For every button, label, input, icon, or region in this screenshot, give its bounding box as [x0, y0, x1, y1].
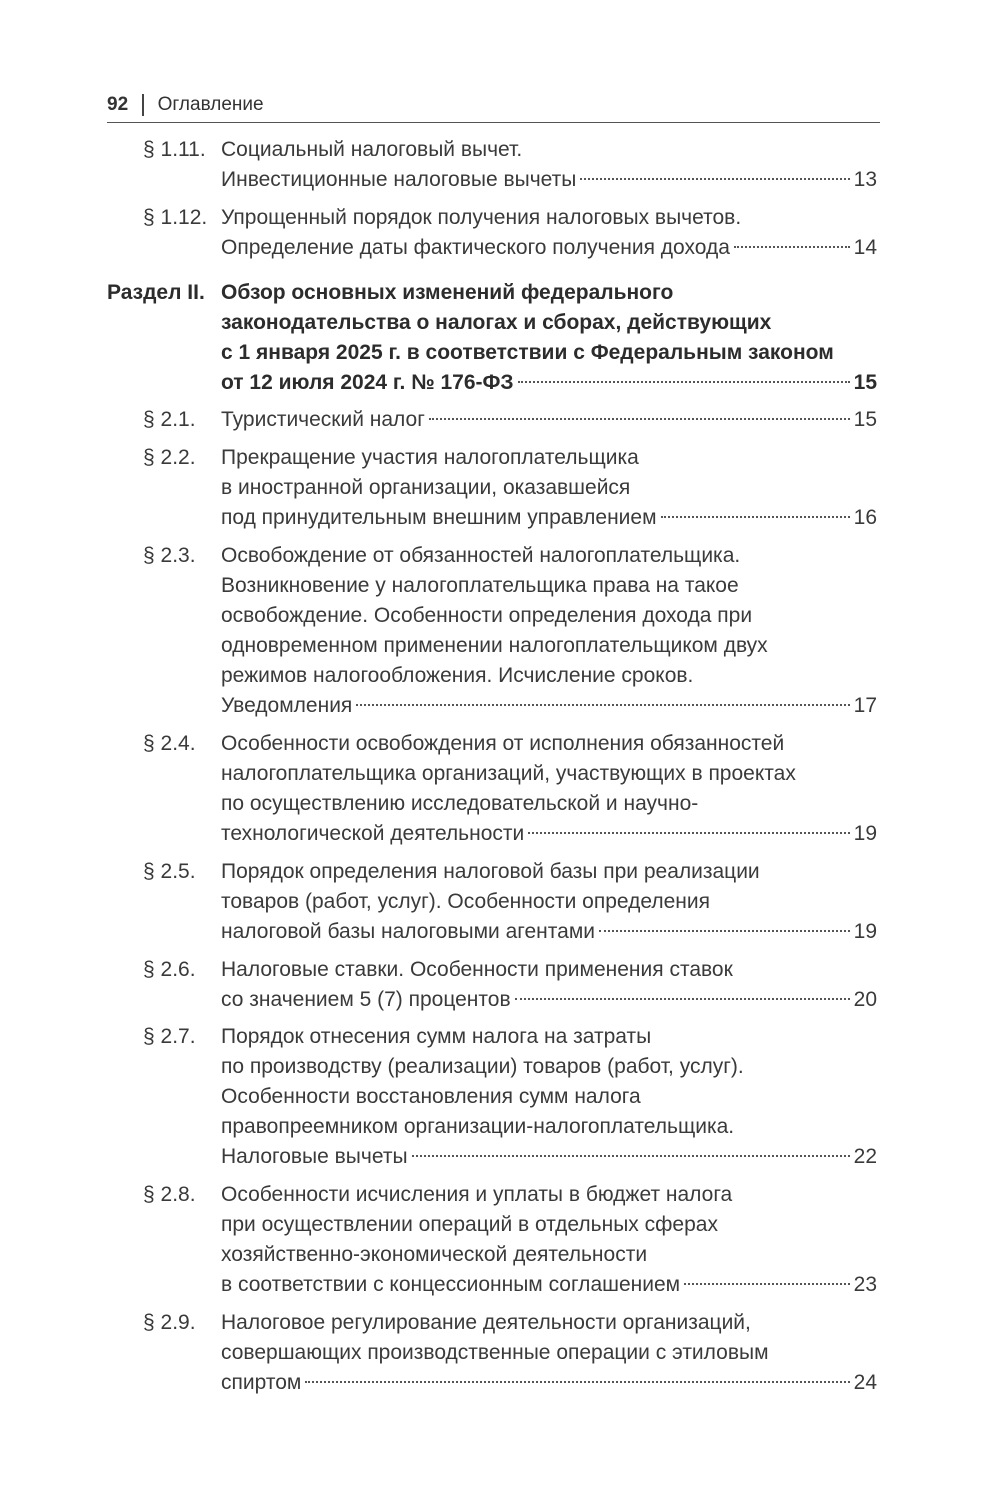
dot-leader — [356, 704, 849, 706]
toc-entry-line: Порядок определения налоговой базы при реализации — [221, 860, 760, 883]
toc-entry-line: от 12 июля 2024 г. № 176-ФЗ — [221, 371, 514, 394]
toc-entry-line: Освобождение от обязанностей налогоплательщика. — [221, 544, 741, 567]
toc-page-number: 22 — [853, 1145, 877, 1168]
toc-entry-body — [221, 203, 877, 263]
toc-entry-line: спиртом — [221, 1371, 302, 1394]
toc-entry-line: Особенности восстановления сумм налога — [221, 1085, 641, 1108]
header-title: Оглавление — [157, 94, 264, 115]
dot-leader — [518, 381, 850, 383]
toc-entry-body — [221, 443, 877, 533]
toc-entry-line: одновременном применении налогоплательщиком двух — [221, 634, 768, 657]
toc-entry-line: Налоговые ставки. Особенности применения ставок — [221, 958, 733, 981]
toc-entry-line: Инвестиционные налоговые вычеты — [221, 168, 577, 191]
toc-entry-body — [221, 857, 877, 947]
dot-leader — [734, 246, 850, 248]
dot-leader — [661, 516, 850, 518]
toc-entry-line: с 1 января 2025 г. в соответствии с Федеральным законом — [221, 341, 834, 364]
toc-entry-line: налогоплательщика организаций, участвующих в проектах — [221, 762, 796, 785]
toc-page-number: 19 — [853, 822, 877, 845]
toc-entry-last-line — [221, 1270, 877, 1300]
toc-entry-body — [221, 1308, 877, 1398]
toc-entry-line: товаров (работ, услуг). Особенности определения — [221, 890, 710, 913]
toc-entry-label: § 2.4. — [143, 732, 196, 755]
toc-entry-label: § 2.9. — [143, 1311, 196, 1334]
toc-entry-last-line — [221, 368, 877, 398]
toc-entry-label: § 2.5. — [143, 860, 196, 883]
toc-entry-last-line — [221, 233, 877, 263]
dot-leader — [305, 1381, 849, 1383]
toc-entry-line: Порядок отнесения сумм налога на затраты — [221, 1025, 652, 1048]
toc-entry-body — [221, 955, 877, 1015]
toc-page-number: 16 — [853, 506, 877, 529]
toc-entry-line: совершающих производственные операции с этиловым — [221, 1341, 769, 1364]
toc-entry-line: Туристический налог — [221, 408, 425, 431]
page-header — [107, 88, 880, 123]
toc-entry-line: налоговой базы налоговыми агентами — [221, 920, 595, 943]
toc-entry-body — [221, 1022, 877, 1172]
toc-entry-label: § 1.11. — [143, 138, 206, 161]
toc-entry-label: § 2.3. — [143, 544, 196, 567]
toc-page-number: 19 — [853, 920, 877, 943]
toc-entry-line: при осуществлении операций в отдельных сферах — [221, 1213, 718, 1236]
toc-entry-last-line — [221, 691, 877, 721]
toc-entry-last-line — [221, 1368, 877, 1398]
toc-entry-line: технологической деятельности — [221, 822, 525, 845]
page-number: 92 — [107, 94, 129, 115]
toc-entry-body — [221, 135, 877, 195]
toc-entry-line: Обзор основных изменений федерального — [221, 281, 674, 304]
toc-entry-line: под принудительным внешним управлением — [221, 506, 657, 529]
toc-entry-line: по производству (реализации) товаров (работ, услуг). — [221, 1055, 744, 1078]
dot-leader — [412, 1155, 850, 1157]
toc-entry-label: § 1.12. — [143, 206, 208, 229]
toc-entry-label: § 2.6. — [143, 958, 196, 981]
toc-entry-line: правопреемником организации-налогоплательщика. — [221, 1115, 735, 1138]
toc-page-number: 23 — [853, 1273, 877, 1296]
toc-page-number: 13 — [853, 168, 877, 191]
toc-page-number: 14 — [853, 236, 877, 259]
toc-entry-line: Особенности исчисления и уплаты в бюджет налога — [221, 1183, 733, 1206]
toc-entry-line: Прекращение участия налогоплательщика — [221, 446, 639, 469]
toc-page-number: 17 — [853, 694, 877, 717]
toc-entry-last-line — [221, 819, 877, 849]
toc-entry-line: освобождение. Особенности определения дохода при — [221, 604, 753, 627]
toc-entry-last-line — [221, 503, 877, 533]
toc-entry-label: § 2.1. — [143, 408, 196, 431]
dot-leader — [429, 418, 850, 420]
toc-entry-line: хозяйственно-экономической деятельности — [221, 1243, 648, 1266]
toc-entry-body — [221, 729, 877, 849]
dot-leader — [684, 1283, 850, 1285]
toc-section-label: Раздел II. — [107, 281, 205, 304]
toc-entry-line: Упрощенный порядок получения налоговых вычетов. — [221, 206, 742, 229]
toc-page-number: 15 — [853, 408, 877, 431]
toc-entry-label: § 2.2. — [143, 446, 196, 469]
toc-section-body — [221, 278, 877, 398]
toc-page-number: 15 — [853, 371, 877, 394]
toc-entry-last-line — [221, 165, 877, 195]
toc-entry-label: § 2.8. — [143, 1183, 196, 1206]
toc-page-number: 20 — [853, 988, 877, 1011]
toc-entry-line: Особенности освобождения от исполнения обязанностей — [221, 732, 785, 755]
toc-page-number: 24 — [853, 1371, 877, 1394]
toc-entry-body — [221, 541, 877, 721]
toc-entry-line: законодательства о налогах и сборах, действующих — [221, 311, 772, 334]
header-divider — [142, 94, 144, 116]
toc-entry-line: Налоговые вычеты — [221, 1145, 408, 1168]
dot-leader — [580, 178, 849, 180]
toc-entry-body — [221, 1180, 877, 1300]
toc-entry-line: Уведомления — [221, 694, 353, 717]
dot-leader — [599, 930, 850, 932]
toc-entry-last-line — [221, 405, 877, 435]
toc-entry-line: Налоговое регулирование деятельности организаций, — [221, 1311, 751, 1334]
toc-entry-last-line — [221, 985, 877, 1015]
toc-entry-body — [221, 405, 877, 435]
toc-entry-line: в иностранной организации, оказавшейся — [221, 476, 631, 499]
toc-entry-line: Социальный налоговый вычет. — [221, 138, 523, 161]
toc-entry-line: режимов налогообложения. Исчисление сроков. — [221, 664, 694, 687]
toc-entry-label: § 2.7. — [143, 1025, 196, 1048]
dot-leader — [528, 832, 849, 834]
toc-entry-line: по осуществлению исследовательской и научно- — [221, 792, 699, 815]
toc-entry-last-line — [221, 917, 877, 947]
toc-entry-line: со значением 5 (7) процентов — [221, 988, 511, 1011]
dot-leader — [515, 998, 850, 1000]
toc-entry-line: Возникновение у налогоплательщика права на такое — [221, 574, 739, 597]
toc-entry-line: в соответствии с концессионным соглашением — [221, 1273, 681, 1296]
toc-entry-last-line — [221, 1142, 877, 1172]
toc-entry-line: Определение даты фактического получения дохода — [221, 236, 730, 259]
